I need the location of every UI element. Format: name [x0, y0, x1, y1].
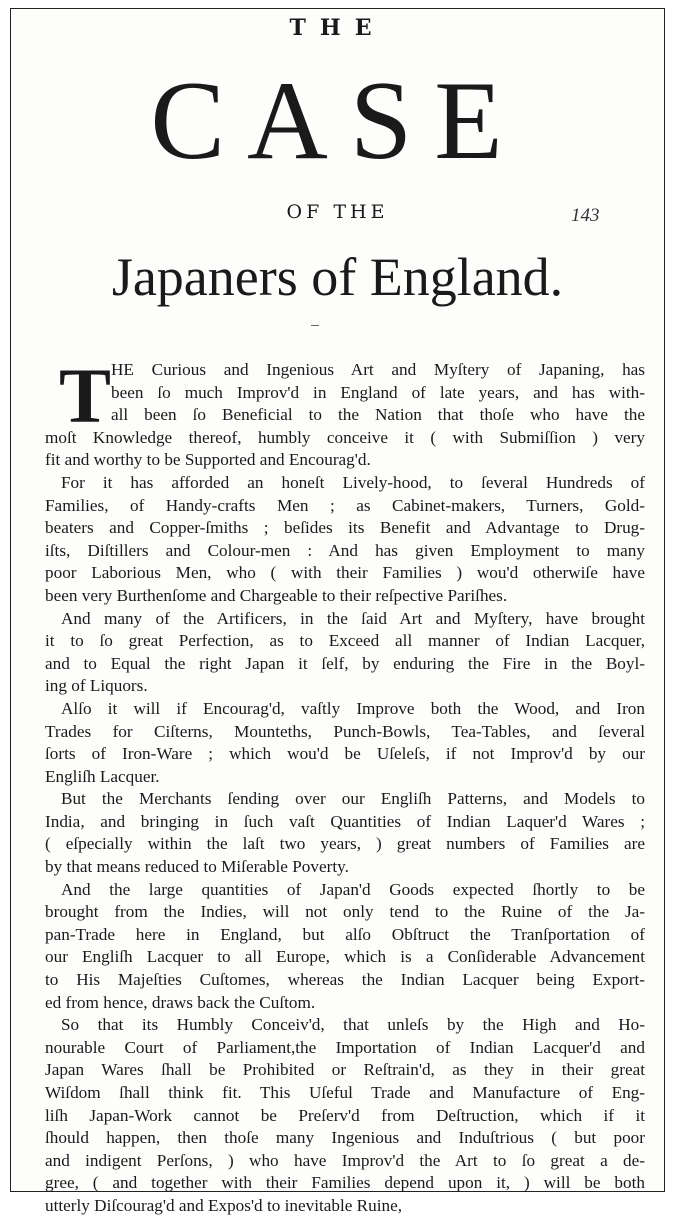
text-line: ( eſpecially within the laſt two years, ) great numbers of Families are: [45, 834, 645, 854]
text-line: beaters and Copper-ſmiths ; beſides its Benefit and Advantage to Drug-: [45, 518, 645, 538]
text-line: India, and bringing in ſuch vaſt Quantities of Indian Laquer'd Wares ;: [45, 811, 645, 831]
text-line: been very Burthenſome and Chargeable to their reſpective Pariſhes.: [45, 585, 508, 605]
text-line: For it has afforded an honeſt Lively-hood, to ſeveral Hundreds of: [61, 472, 645, 492]
text-line: And many of the Artificers, in the ſaid Art and Myſtery, have brought: [61, 608, 645, 628]
text-line: liſh Japan-Work cannot be Preſerv'd from Deſtruction, which if it: [45, 1105, 645, 1125]
text-line: utterly Diſcourag'd and Expos'd to inevitable Ruine,: [45, 1195, 403, 1215]
text-line: moſt Knowledge thereof, humbly conceive it ( with Submiſſion ) very: [45, 427, 645, 447]
text-line: Japan Wares ſhall be Prohibited or Reſtrain'd, as they in their great: [45, 1060, 645, 1080]
text-line: gree, ( and together with their Families depend upon it, ) will be both: [45, 1173, 645, 1193]
text-line: fit and worthy to be Supported and Encourag'd.: [45, 450, 371, 470]
text-line: brought from the Indies, will not only tend to the Ruine of the Ja-: [45, 902, 645, 922]
text-line: Alſo it will if Encourag'd, vaſtly Improve both the Wood, and Iron: [61, 698, 645, 718]
text-line: it to ſo great Perfection, as to Exceed all manner of Indian Lacquer,: [45, 631, 645, 651]
text-line: nourable Court of Parliament,the Importation of Indian Lacquer'd and: [45, 1037, 645, 1057]
text-line: all been ſo Beneficial to the Nation that thoſe who have the: [111, 405, 645, 425]
text-line: But the Merchants ſending over our Engliſh Patterns, and Models to: [61, 789, 645, 809]
header-the: THE: [289, 15, 386, 41]
document-page: [10, 8, 665, 1215]
text-line: iſts, Diſtillers and Colour-men : And has given Employment to many: [45, 540, 645, 560]
drop-cap: T: [59, 352, 112, 439]
divider: [311, 325, 319, 326]
text-line: and to Equal the right Japan it ſelf, by enduring the Fire in the Boyl-: [45, 653, 645, 673]
text-line: Engliſh Lacquer.: [45, 766, 160, 786]
document-title: Japaners of England.: [111, 247, 564, 307]
text-line: Wiſdom ſhall think fit. This Uſeful Trade and Manufacture of Eng-: [45, 1083, 645, 1102]
text-line: pan-Trade here in England, but alſo Obſtruct the Tranſportation of: [45, 924, 645, 944]
text-line: ing of Liquors.: [45, 676, 148, 696]
text-line: and indigent Perſons, ) who have Improv'd the Art to ſo great a de-: [45, 1150, 645, 1170]
text-line: Trades for Ciſterns, Mounteths, Punch-Bowls, Tea-Tables, and ſeveral: [45, 721, 645, 741]
body-text: [45, 352, 645, 1218]
text-line: ſorts of Iron-Ware ; which wou'd be Uſeleſs, if not Improv'd by our: [45, 744, 645, 764]
text-line: by that means reduced to Miſerable Poverty.: [45, 857, 349, 877]
header-of-the: OF THE: [286, 201, 389, 223]
text-line: our Engliſh Lacquer to all Europe, which is a Conſiderable Advancement: [45, 947, 645, 967]
text-line: Families, of Handy-crafts Men ; as Cabinet-makers, Turners, Gold-: [45, 495, 645, 515]
text-line: And the large quantities of Japan'd Goods expected ſhortly to be: [61, 879, 645, 899]
text-line: ſhould happen, then thoſe many Ingenious and Induſtrious ( but poor: [45, 1128, 645, 1148]
text-line: to His Majeſties Cuſtomes, whereas the Indian Lacquer being Export-: [45, 970, 645, 990]
text-line: poor Laborious Men, who ( with their Families ) wou'd otherwiſe have: [45, 563, 645, 583]
folio-number: 143: [571, 205, 600, 226]
text-line: HE Curious and Ingenious Art and Myſtery of Japaning, has: [111, 360, 645, 379]
text-line: been ſo much Improv'd in England of late years, and has with-: [111, 382, 645, 402]
header-case: CASE: [150, 59, 525, 183]
text-line: ed from hence, draws back the Cuſtom.: [45, 992, 316, 1012]
text-line: So that its Humbly Conceiv'd, that unleſs by the High and Ho-: [61, 1015, 645, 1035]
